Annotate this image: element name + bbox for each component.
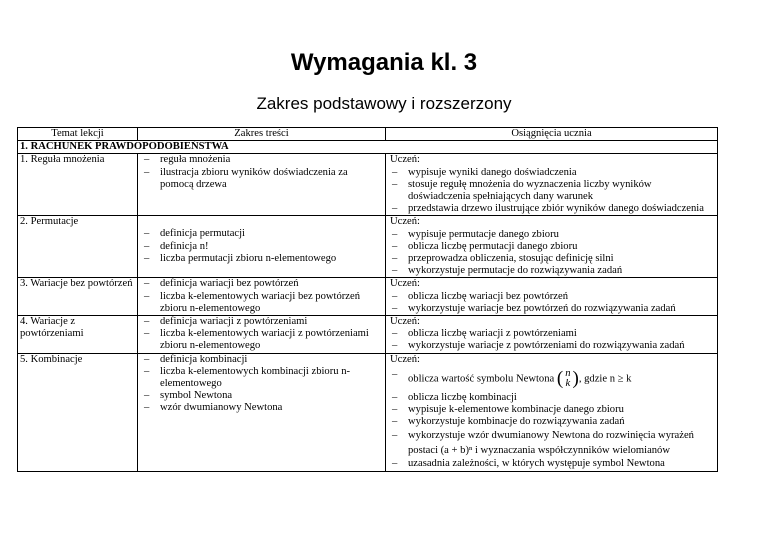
list-item: – wypisuje permutacje danego zbioru xyxy=(388,229,715,241)
uczen-label: Uczeń: xyxy=(390,353,420,365)
table-row xyxy=(18,316,718,354)
topic-cell: 4. Wariacje z powtórzeniami xyxy=(18,316,138,354)
scope-cell xyxy=(138,278,386,316)
table-row xyxy=(18,353,718,471)
list-item-newton: – oblicza wartość symbolu Newtona ( n k ), gdzie n ≥ k xyxy=(388,366,715,392)
header-scope: Zakres treści xyxy=(138,128,386,141)
scope-cell xyxy=(138,216,386,278)
list-item: – oblicza liczbę wariacji bez powtórzeń xyxy=(388,291,715,303)
uczen-label: Uczeń: xyxy=(390,216,420,228)
list-item: – wypisuje wyniki danego doświadczenia xyxy=(388,167,715,179)
list-item: – definicja n! xyxy=(140,241,383,253)
list-item: – liczba k-elementowych wariacji bez powtórzeń zbioru n-elementowego xyxy=(140,291,383,315)
list-item: – definicja wariacji bez powtórzeń xyxy=(140,278,383,290)
list-item: – wykorzystuje wariacje bez powtórzeń do rozwiązywania zadań xyxy=(388,303,715,315)
list-item: – wypisuje k-elementowe kombinacje danego zbioru xyxy=(388,404,715,416)
table-row xyxy=(18,278,718,316)
list-item: – oblicza liczbę permutacji danego zbioru xyxy=(388,241,715,253)
uczen-label: Uczeń: xyxy=(390,154,420,166)
newton-condition: , gdzie n ≥ k xyxy=(578,373,632,385)
topic-cell: 2. Permutacje xyxy=(18,216,138,278)
list-item: – wykorzystuje permutacje do rozwiązywania zadań xyxy=(388,265,715,277)
achievements-cell xyxy=(386,278,718,316)
table-row xyxy=(18,154,718,216)
scope-cell xyxy=(138,316,386,354)
list-item: – wykorzystuje kombinacje do rozwiązywania zadań xyxy=(388,416,715,428)
list-item: – oblicza liczbę wariacji z powtórzeniami xyxy=(388,328,715,340)
achievements-cell xyxy=(386,353,718,471)
list-item: – liczba permutacji zbioru n-elementowego xyxy=(140,253,383,265)
topic-cell: 3. Wariacje bez powtórzeń xyxy=(18,278,138,316)
uczen-label: Uczeń: xyxy=(390,278,420,290)
list-item: – stosuje regułę mnożenia do wyznaczenia liczby wyników doświadczenia spełniających dany warunek xyxy=(388,179,715,203)
table-header-row xyxy=(18,128,718,141)
list-item: – liczba k-elementowych kombinacji zbioru n-elementowego xyxy=(140,366,383,390)
newton-text: oblicza wartość symbolu Newtona xyxy=(408,373,555,385)
header-topic: Temat lekcji xyxy=(18,128,138,141)
topic-cell: 5. Kombinacje xyxy=(18,353,138,471)
list-item: – oblicza liczbę kombinacji xyxy=(388,392,715,404)
list-item: – definicja permutacji xyxy=(140,228,383,240)
list-item: – liczba k-elementowych wariacji z powtórzeniami zbioru n-elementowego xyxy=(140,328,383,352)
header-achievements: Osiągnięcia ucznia xyxy=(386,128,718,141)
uczen-label: Uczeń: xyxy=(390,316,420,328)
list-item: – reguła mnożenia xyxy=(140,154,383,166)
page-title: Wymagania kl. 3 xyxy=(290,49,478,76)
scope-cell xyxy=(138,353,386,471)
list-item: – definicja wariacji z powtórzeniami xyxy=(140,316,383,328)
requirements-table xyxy=(17,127,718,472)
table-row xyxy=(18,216,718,278)
section-title: 1. RACHUNEK PRAWDOPODOBIEŃSTWA xyxy=(18,141,718,154)
achievements-cell xyxy=(386,216,718,278)
list-item: – ilustracja zbioru wyników doświadczenia za pomocą drzewa xyxy=(140,167,383,191)
achievements-cell xyxy=(386,154,718,216)
list-item: – wzór dwumianowy Newtona xyxy=(140,402,383,414)
list-item: – uzasadnia zależności, w których występuje symbol Newtona xyxy=(388,458,715,470)
scope-cell xyxy=(138,154,386,216)
page-subtitle: Zakres podstawowy i rozszerzony xyxy=(256,94,512,113)
list-item: – przedstawia drzewo ilustrujące zbiór wyników danego doświadczenia xyxy=(388,203,715,215)
list-item: – definicja kombinacji xyxy=(140,354,383,366)
newton-symbol: n k xyxy=(565,367,571,389)
list-item: – symbol Newtona xyxy=(140,390,383,402)
section-row xyxy=(18,141,718,154)
achievements-cell xyxy=(386,316,718,354)
list-item: – wykorzystuje wariacje z powtórzeniami do rozwiązywania zadań xyxy=(388,340,715,352)
list-item: – wykorzystuje wzór dwumianowy Newtona do rozwinięcia wyrażeń postaci (a + b)ⁿ i wyznaczania współczynników wielomianów xyxy=(388,428,715,458)
list-item: – przeprowadza obliczenia, stosując definicję silni xyxy=(388,253,715,265)
topic-cell: 1. Reguła mnożenia xyxy=(18,154,138,216)
